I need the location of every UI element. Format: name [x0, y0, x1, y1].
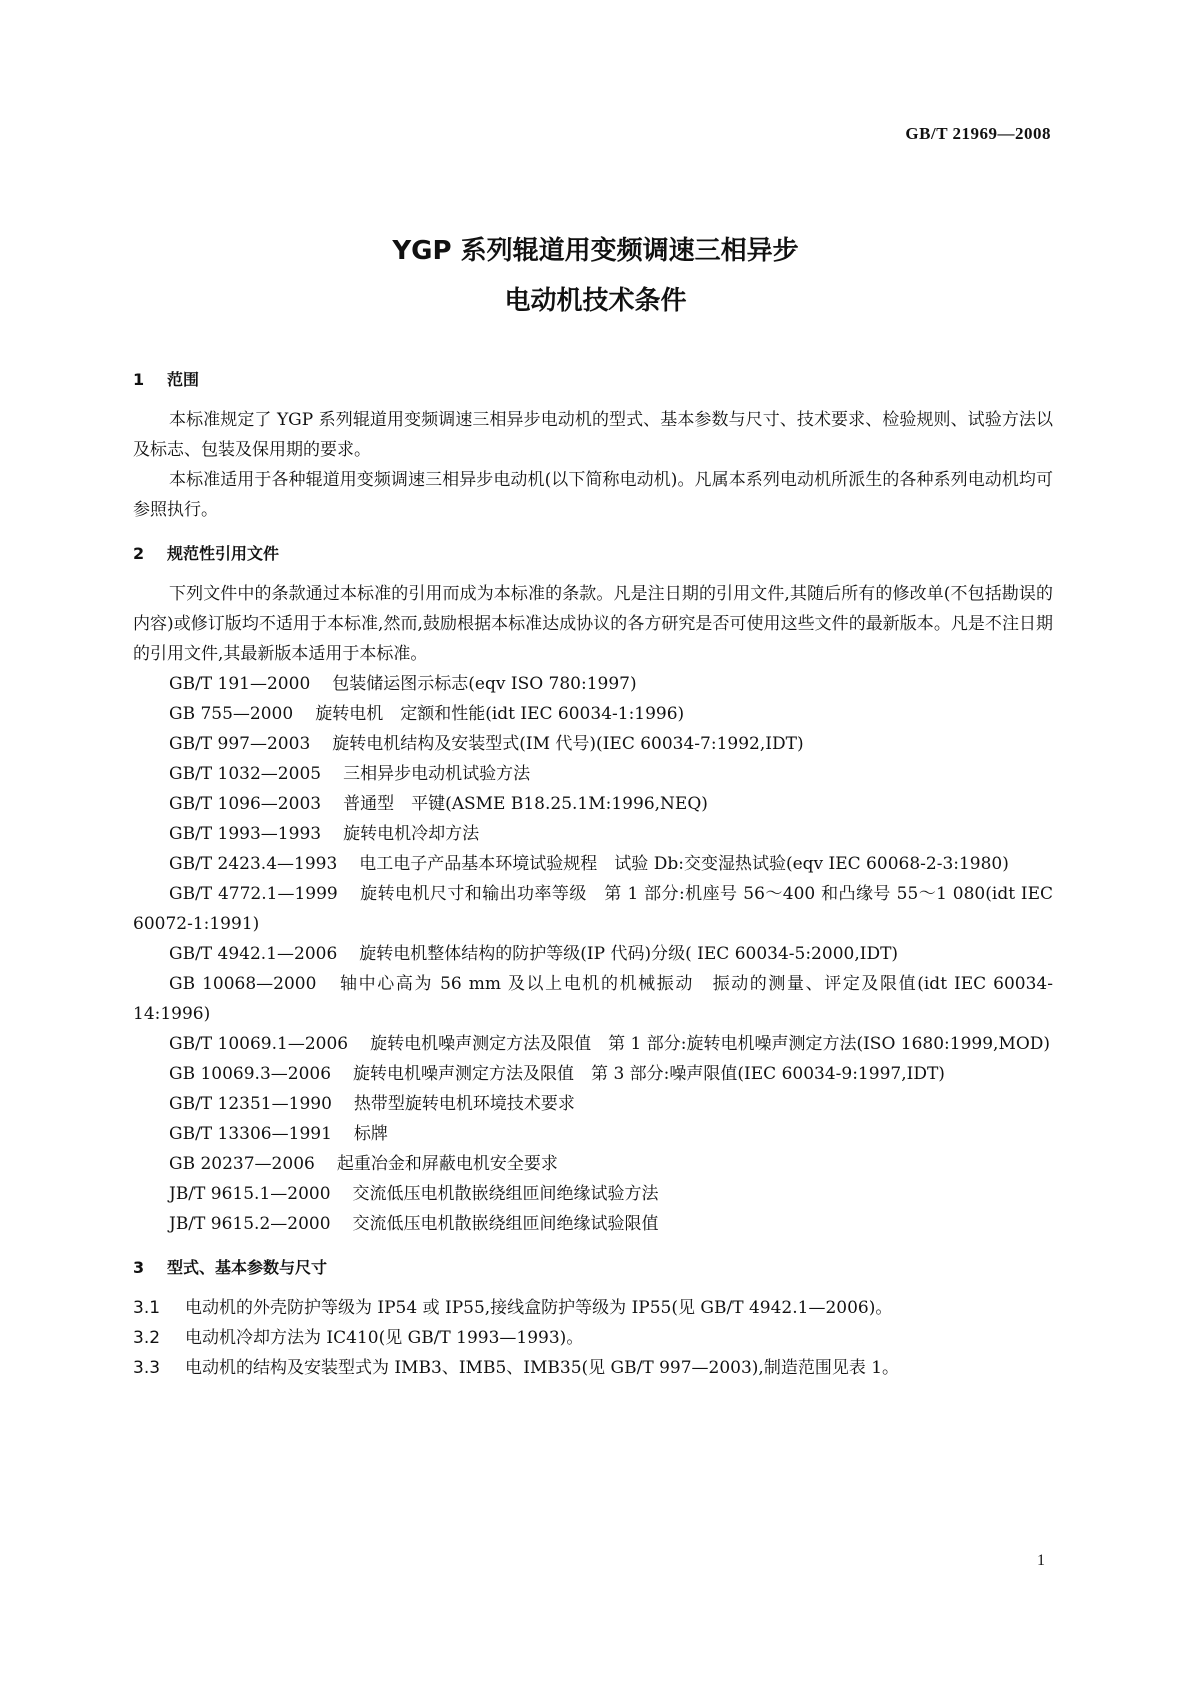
reference-code: GB/T 2423.4—1993	[169, 854, 338, 874]
reference-item	[133, 879, 1053, 939]
reference-code: GB/T 12351—1990	[169, 1094, 332, 1114]
document-body	[133, 365, 1053, 1383]
reference-item	[133, 819, 1053, 849]
reference-item	[133, 1179, 1053, 1209]
reference-title: 旋转电机噪声测定方法及限值 第 3 部分:噪声限值(IEC 60034-9:1997,IDT)	[353, 1064, 945, 1084]
section-1-heading	[133, 365, 1053, 395]
page-number: 1	[1037, 1552, 1045, 1569]
clause-number: 3.1	[133, 1298, 161, 1318]
paragraph: 下列文件中的条款通过本标准的引用而成为本标准的条款。凡是注日期的引用文件,其随后所有的修改单(不包括勘误的内容)或修订版均不适用于本标准,然而,鼓励根据本标准达成协议的各方研究是否可使用这些文件的最新版本。凡是不注日期的引用文件,其最新版本适用于本标准。	[133, 584, 1053, 664]
clause	[133, 1353, 1053, 1383]
reference-item	[133, 1119, 1053, 1149]
section-number: 1	[133, 370, 145, 389]
reference-title: 三相异步电动机试验方法	[343, 764, 531, 784]
reference-title: 旋转电机噪声测定方法及限值 第 1 部分:旋转电机噪声测定方法(ISO 1680:1999,MOD)	[370, 1034, 1051, 1054]
reference-code: JB/T 9615.2—2000	[169, 1214, 331, 1234]
clause-number: 3.3	[133, 1358, 161, 1378]
section-number: 3	[133, 1258, 145, 1277]
reference-code: GB 755—2000	[169, 704, 294, 724]
reference-item	[133, 939, 1053, 969]
reference-title: 标牌	[353, 1124, 388, 1144]
reference-title: 热带型旋转电机环境技术要求	[353, 1094, 575, 1114]
title-line-1: YGP 系列辊道用变频调速三相异步	[392, 236, 799, 266]
reference-item	[133, 969, 1053, 1029]
clause-number: 3.2	[133, 1328, 161, 1348]
section-title: 型式、基本参数与尺寸	[167, 1258, 328, 1277]
clause	[133, 1293, 1053, 1323]
section-title: 规范性引用文件	[167, 544, 280, 563]
reference-code: GB/T 1096—2003	[169, 794, 322, 814]
reference-code: GB/T 4942.1—2006	[169, 944, 338, 964]
reference-code: GB/T 13306—1991	[169, 1124, 332, 1144]
reference-title: 旋转电机尺寸和输出功率等级 第 1 部分:机座号 56～400 和凸缘号 55～1 080(idt IEC 60072-1:1991)	[133, 884, 1053, 934]
reference-title: 旋转电机结构及安装型式(IM 代号)(IEC 60034-7:1992,IDT)	[332, 734, 804, 754]
reference-code: GB/T 997—2003	[169, 734, 311, 754]
section-2-heading	[133, 539, 1053, 569]
reference-title: 交流低压电机散嵌绕组匝间绝缘试验方法	[352, 1184, 659, 1204]
reference-title: 包装储运图示标志(eqv ISO 780:1997)	[332, 674, 637, 694]
standard-code: GB/T 21969—2008	[905, 124, 1051, 143]
reference-title: 电工电子产品基本环境试验规程 试验 Db:交变湿热试验(eqv IEC 60068-2-3:1980)	[359, 854, 1009, 874]
clause-text: 电动机的结构及安装型式为 IMB3、IMB5、IMB35(见 GB/T 997—2003),制造范围见表 1。	[185, 1358, 900, 1378]
document-title	[0, 226, 1191, 326]
section-number: 2	[133, 544, 145, 563]
reference-code: GB 10068—2000	[169, 974, 317, 994]
reference-item	[133, 849, 1053, 879]
reference-item	[133, 669, 1053, 699]
section-title: 范围	[167, 370, 200, 389]
reference-code: GB/T 191—2000	[169, 674, 311, 694]
reference-title: 普通型 平键(ASME B18.25.1M:1996,NEQ)	[343, 794, 708, 814]
reference-title: 旋转电机冷却方法	[343, 824, 480, 844]
reference-item	[133, 699, 1053, 729]
reference-item	[133, 1149, 1053, 1179]
reference-title: 交流低压电机散嵌绕组匝间绝缘试验限值	[352, 1214, 659, 1234]
title-line-2: 电动机技术条件	[504, 286, 687, 316]
reference-title: 旋转电机整体结构的防护等级(IP 代码)分级( IEC 60034-5:2000,IDT)	[359, 944, 899, 964]
reference-code: JB/T 9615.1—2000	[169, 1184, 331, 1204]
paragraph: 本标准适用于各种辊道用变频调速三相异步电动机(以下简称电动机)。凡属本系列电动机所派生的各种系列电动机均可参照执行。	[133, 470, 1053, 520]
clause-text: 电动机冷却方法为 IC410(见 GB/T 1993—1993)。	[185, 1328, 584, 1348]
paragraph: 本标准规定了 YGP 系列辊道用变频调速三相异步电动机的型式、基本参数与尺寸、技术要求、检验规则、试验方法以及标志、包装及保用期的要求。	[133, 410, 1053, 460]
reference-item	[133, 789, 1053, 819]
reference-item	[133, 729, 1053, 759]
reference-code: GB/T 1993—1993	[169, 824, 322, 844]
reference-title: 起重冶金和屏蔽电机安全要求	[336, 1154, 558, 1174]
reference-code: GB/T 4772.1—1999	[169, 884, 338, 904]
reference-title: 旋转电机 定额和性能(idt IEC 60034-1:1996)	[315, 704, 685, 724]
reference-code: GB 10069.3—2006	[169, 1064, 332, 1084]
clause	[133, 1323, 1053, 1353]
reference-title: 轴中心高为 56 mm 及以上电机的机械振动 振动的测量、评定及限值(idt IEC 60034-14:1996)	[133, 974, 1053, 1024]
reference-code: GB/T 1032—2005	[169, 764, 322, 784]
reference-item	[133, 1029, 1053, 1059]
reference-item	[133, 1209, 1053, 1239]
section-3-heading	[133, 1253, 1053, 1283]
reference-item	[133, 1059, 1053, 1089]
reference-item	[133, 759, 1053, 789]
reference-item	[133, 1089, 1053, 1119]
clause-text: 电动机的外壳防护等级为 IP54 或 IP55,接线盒防护等级为 IP55(见 GB/T 4942.1—2006)。	[185, 1298, 893, 1318]
reference-code: GB 20237—2006	[169, 1154, 315, 1174]
reference-code: GB/T 10069.1—2006	[169, 1034, 349, 1054]
